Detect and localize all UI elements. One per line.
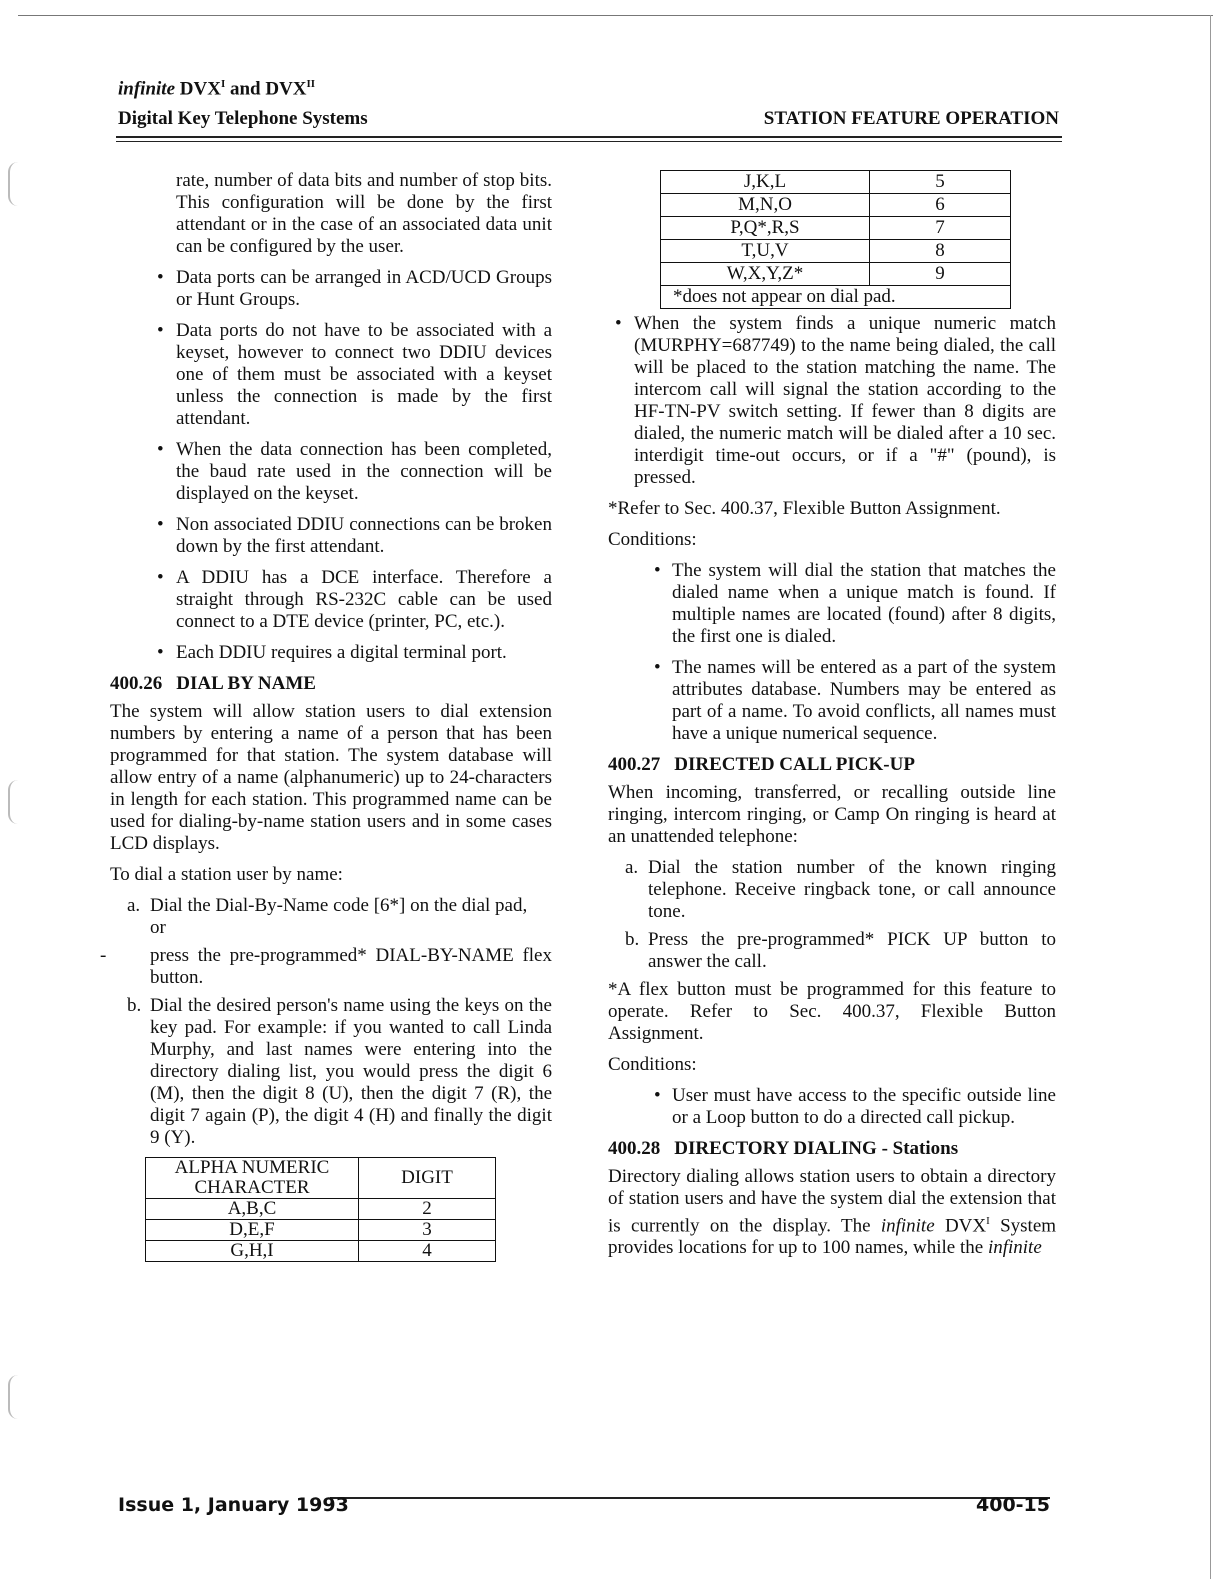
alpha-digit-table-continued: [660, 170, 1011, 309]
model-name: DVX: [179, 78, 221, 100]
brand-name: infinite: [880, 1215, 935, 1237]
step-label: a.: [625, 857, 639, 878]
section-title-suffix: - Stations: [881, 1138, 959, 1159]
column-header: ALPHA NUMERIC CHARACTER: [146, 1158, 359, 1199]
table-cell: 5: [870, 171, 1011, 194]
or-text: or: [150, 917, 166, 938]
step-b: [110, 995, 552, 1149]
model-sup-2: II: [306, 78, 316, 90]
table-cell: A,B,C: [146, 1199, 359, 1220]
section-number: 400.26: [110, 673, 163, 694]
right-column: [608, 170, 1056, 1268]
step-text: Dial the Dial-By-Name code [6*] on the dial pad,: [150, 895, 528, 916]
table-cell: 4: [359, 1241, 496, 1262]
step-a-alt: [100, 945, 552, 989]
table-footnote-row: [661, 286, 1011, 309]
left-column: [100, 170, 552, 1262]
list-item: • Data ports do not have to be associated with a keyset, however to connect two DDIU devices one of them must be associated with a keyset unless the connection is made by the first attendant.: [110, 320, 552, 430]
header-rule: [116, 136, 1062, 138]
table-row: [661, 240, 1011, 263]
step-a: [110, 895, 552, 917]
scan-right-edge: [1210, 15, 1211, 1579]
conditions-label: Conditions:: [608, 529, 697, 550]
list-item: • Non associated DDIU connections can be broken down by the first attendant.: [110, 514, 552, 558]
table-row: [146, 1199, 496, 1220]
table-cell: 7: [870, 217, 1011, 240]
section-number: 400.27: [608, 754, 661, 775]
ddiu-bullet-list: [110, 267, 552, 664]
header-subtitle: Digital Key Telephone Systems: [118, 108, 368, 129]
refer-note: *Refer to Sec. 400.37, Flexible Button Assignment.: [608, 498, 1001, 519]
table-row: [661, 263, 1011, 286]
table-row: [661, 194, 1011, 217]
step-label: b.: [625, 929, 640, 950]
section-title: DIAL BY NAME: [176, 673, 316, 694]
list-item: • User must have access to the specific outside line or a Loop button to do a directed call pickup.: [608, 1085, 1056, 1129]
header-rule: [116, 141, 1062, 142]
list-item: • Data ports can be arranged in ACD/UCD Groups or Hunt Groups.: [110, 267, 552, 311]
brand-name: infinite: [987, 1237, 1042, 1259]
dial-by-name-bullets: [568, 313, 1056, 489]
conditions-list: [608, 1085, 1056, 1129]
section-heading-400-27: [608, 754, 1056, 776]
table-cell: 8: [870, 240, 1011, 263]
list-item: • The system will dial the station that matches the dialed name when a unique match is found. If multiple names are located (found) after 8 digits, the first one is dialed.: [608, 560, 1056, 648]
punch-hole-mark: [8, 780, 22, 824]
table-row: [146, 1241, 496, 1262]
header-section-title: STATION FEATURE OPERATION: [763, 108, 1059, 129]
section-title: DIRECTORY DIALING: [674, 1138, 877, 1159]
section-paragraph: When incoming, transferred, or recalling outside line ringing, intercom ringing, or Camp On ringing is heard at an unattended telephone:: [608, 782, 1056, 847]
list-item: • When the system finds a unique numeric match (MURPHY=687749) to the name being dialed, the call will be placed to the station matching the name. The intercom call will signal the station according to the HF-TN-PV switch setting. If fewer than 8 digits are dialed, the numeric match will be dialed after a 10 sec. interdigit time-out occurs, or if a "#" (pound), is pressed.: [568, 313, 1056, 489]
section-paragraph: Directory dialing allows station users to obtain a directory of station users and have the system dial the extension that is currently on the display. The infinite $DVX^I$ System provides locations for up to 100 names, while the infinite: [608, 1166, 1057, 1259]
table-cell: M,N,O: [661, 194, 870, 217]
dash-mark: -: [100, 945, 107, 966]
step-b: [608, 929, 1056, 973]
table-cell: G,H,I: [146, 1241, 359, 1262]
table-footnote: *does not appear on dial pad.: [661, 286, 1011, 309]
scan-top-edge: [18, 15, 1213, 16]
step-text: Dial the desired person's name using the keys on the key pad. For example: if you wanted to call Linda Murphy, and last names were entering into the directory dialing list, you would press the digit 6 (M), then the digit 8 (U), then the digit 7 (R), the digit 7 again (P), the digit 4 (H) and finally the digit 9 (Y).: [150, 995, 552, 1148]
table-header-row: [146, 1158, 496, 1199]
model-name-2: and DVX: [229, 78, 307, 100]
list-item: • Each DDIU requires a digital terminal port.: [110, 642, 552, 664]
list-item: • A DDIU has a DCE interface. Therefore a straight through RS-232C cable can be used connect to a DTE device (printer, PC, etc.).: [110, 567, 552, 633]
section-heading-400-28: [608, 1138, 1056, 1160]
table-cell: T,U,V: [661, 240, 870, 263]
column-header: DIGIT: [359, 1158, 496, 1199]
table-cell: 2: [359, 1199, 496, 1220]
conditions-label: Conditions:: [608, 1054, 697, 1075]
table-cell: 6: [870, 194, 1011, 217]
flex-note: *A flex button must be programmed for this feature to operate. Refer to Sec. 400.37, Flexible Button Assignment.: [608, 979, 1056, 1044]
table-cell: D,E,F: [146, 1220, 359, 1241]
product-title: [118, 78, 315, 100]
page-number: 400-15: [976, 1494, 1050, 1516]
step-text: Press the pre-programmed* PICK UP button to answer the call.: [648, 929, 1056, 972]
punch-hole-mark: [8, 1375, 22, 1419]
list-item: • The names will be entered as a part of the system attributes database. Numbers may be entered as part of a name. To avoid conflicts, all names must have a unique numerical sequence.: [608, 657, 1056, 745]
continued-paragraph: rate, number of data bits and number of stop bits. This configuration will be done by the first attendant or in the case of an associated data unit can be configured by the user.: [176, 170, 552, 257]
section-title: DIRECTED CALL PICK-UP: [674, 754, 915, 775]
step-text: Dial the station number of the known ringing telephone. Receive ringback tone, or call announce tone.: [648, 857, 1056, 922]
section-heading-400-26: [110, 673, 552, 695]
table-cell: W,X,Y,Z*: [661, 263, 870, 286]
section-paragraph: The system will allow station users to dial extension numbers by entering a name of a person that has been programmed for that station. The system database will allow entry of a name (alphanumeric) up to 24-characters in length for each station. This programmed name can be used for dialing-by-name station users and in some cases LCD displays.: [110, 701, 552, 854]
header-bar: [118, 108, 1059, 130]
table-cell: P,Q*,R,S: [661, 217, 870, 240]
table-row: [661, 217, 1011, 240]
alpha-digit-table: [145, 1157, 496, 1262]
table-row: [661, 171, 1011, 194]
table-row: [146, 1220, 496, 1241]
step-text: press the pre-programmed* DIAL-BY-NAME flex button.: [150, 945, 552, 988]
instruction-intro: To dial a station user by name:: [110, 864, 343, 885]
table-cell: 9: [870, 263, 1011, 286]
step-label: a.: [127, 895, 141, 916]
step-a: [608, 857, 1056, 923]
step-label: b.: [127, 995, 142, 1016]
page-footer: [118, 1494, 1050, 1516]
punch-hole-mark: [8, 162, 22, 206]
conditions-list: [608, 560, 1056, 745]
model-sup: I: [220, 78, 226, 90]
section-number: 400.28: [608, 1138, 661, 1159]
brand-name: infinite: [118, 78, 176, 100]
list-item: • When the data connection has been completed, the baud rate used in the connection will be displayed on the keyset.: [110, 439, 552, 505]
issue-date: Issue 1, January 1993: [118, 1494, 349, 1516]
table-cell: 3: [359, 1220, 496, 1241]
table-cell: J,K,L: [661, 171, 870, 194]
